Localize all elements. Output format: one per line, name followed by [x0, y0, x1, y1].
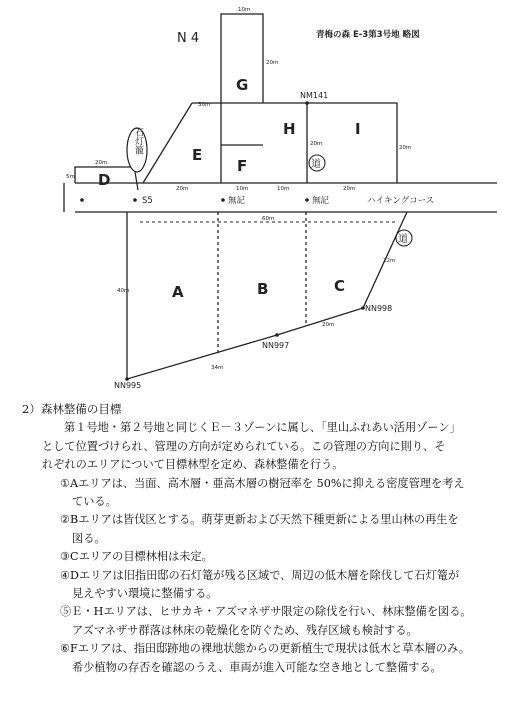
- dist-i-side: 20m: [399, 145, 412, 151]
- dist-d-side: 5m: [66, 174, 75, 180]
- list-item-5: [22, 603, 497, 640]
- dot-s5: [133, 198, 137, 202]
- list-item-1: [22, 475, 497, 512]
- marker-fuki1: 無記: [228, 196, 246, 206]
- list-item-5-line2: アズマネザサ群落は林床の乾燥化を防ぐため、残存区域も検討する。: [72, 623, 418, 637]
- path-label: ハイキングコース: [367, 196, 435, 206]
- list-item-3: [22, 548, 497, 566]
- marker-nn998: NN998: [365, 304, 393, 313]
- dist-c-slope: 22m: [383, 258, 396, 264]
- list-item-3-line1: ③Cエリアの目標林相は未定。: [60, 550, 213, 564]
- marker-nn995: NN995: [114, 381, 142, 390]
- road-label-1: 道: [311, 159, 321, 170]
- dist-e-slope: 30m: [198, 102, 211, 108]
- area-label-c: C: [334, 277, 346, 295]
- area-label-i: I: [355, 120, 361, 138]
- dist-a-side: 40m: [117, 288, 130, 294]
- map-title: 青梅の森 E-3第3号地 略図: [316, 30, 420, 40]
- dot-fuki2: [305, 198, 309, 202]
- area-label-f: F: [237, 157, 248, 175]
- dot-nn997: [275, 333, 279, 337]
- dist-e-bottom: 20m: [176, 186, 189, 192]
- area-label-h: H: [283, 120, 296, 138]
- area-label-a: A: [172, 283, 184, 301]
- dist-span-total: 60m: [262, 216, 275, 222]
- road-label-2: 道: [398, 234, 408, 245]
- marker-fuki2: 無記: [312, 196, 330, 206]
- list-item-5-line1: ⑤Ｅ・Hエリアは、ヒサカキ・アズマネザサ限定の除伐を行い、林床整備を図る。: [60, 605, 472, 619]
- marker-nm141: NM141: [300, 91, 329, 100]
- list-item-4-line1: ④Dエリアは旧指田邸の石灯篭が残る区域で、周辺の低木層を除伐して石灯篭が: [60, 568, 460, 582]
- dist-h2-bottom: 20m: [343, 186, 356, 192]
- dot-nm141: [305, 101, 309, 105]
- lantern-label: 石灯籠: [133, 127, 143, 155]
- list-item-6-line1: ⑥Fエリアは、指田邸跡地の裸地状態からの更新植生で現状は低木と草本層のみ。: [60, 642, 471, 656]
- marker-nn997: NN997: [262, 341, 290, 350]
- section-heading: 2）森林整備の目標: [22, 402, 122, 416]
- list-item-2-line2: 図る。: [72, 531, 106, 545]
- area-label-g: G: [236, 76, 249, 94]
- text-block: [22, 400, 497, 677]
- dist-h-side: 20m: [310, 141, 323, 147]
- dist-d-top: 20m: [95, 160, 108, 166]
- intro-line-1: 第１号地・第２号地と同じくＥ－３ゾーンに属し、「里山ふれあい活用ゾーン」: [64, 421, 461, 435]
- list-item-2: [22, 511, 497, 548]
- marker-s5: S5: [142, 196, 153, 206]
- area-label-d: D: [98, 171, 111, 189]
- north-mark: N 4: [177, 31, 200, 46]
- dist-h-bottom: 10m: [277, 186, 290, 192]
- list-item-6-line2: 希少植物の存否を確認のうえ、車両が進入可能な空き地として整備する。: [72, 660, 442, 674]
- list-item-4: [22, 567, 497, 604]
- area-label-e: E: [192, 146, 203, 164]
- list-item-1-line2: ている。: [72, 495, 117, 509]
- dist-g-top: 10m: [238, 7, 251, 13]
- intro-line-3: れぞれのエリアについて目標林型を定め、森林整備を行う。: [42, 458, 344, 472]
- list-item-6: [22, 640, 497, 677]
- list-item-2-line1: ②Bエリアは皆伐区とする。萌芽更新および天然下種更新による里山林の再生を: [60, 513, 459, 527]
- list-item-1-line1: ①Aエリアは、当面、高木層・亜高木層の樹冠率を 50%に抑える密度管理を考え: [60, 476, 465, 490]
- intro-line-2: として位置づけられ、管理の方向が定められている。この管理の方向に則り、そ: [42, 439, 446, 453]
- area-label-b: B: [257, 280, 269, 298]
- dist-c-bottom: 20m: [322, 322, 335, 328]
- dot-start: [80, 198, 84, 202]
- dist-g-side: 20m: [266, 60, 279, 66]
- dot-fuki1: [221, 198, 225, 202]
- dist-b-bottom: 34m: [211, 365, 224, 371]
- list-item-4-line2: 見えやすい環境に整備する。: [72, 587, 218, 601]
- dist-f-bottom: 10m: [236, 186, 249, 192]
